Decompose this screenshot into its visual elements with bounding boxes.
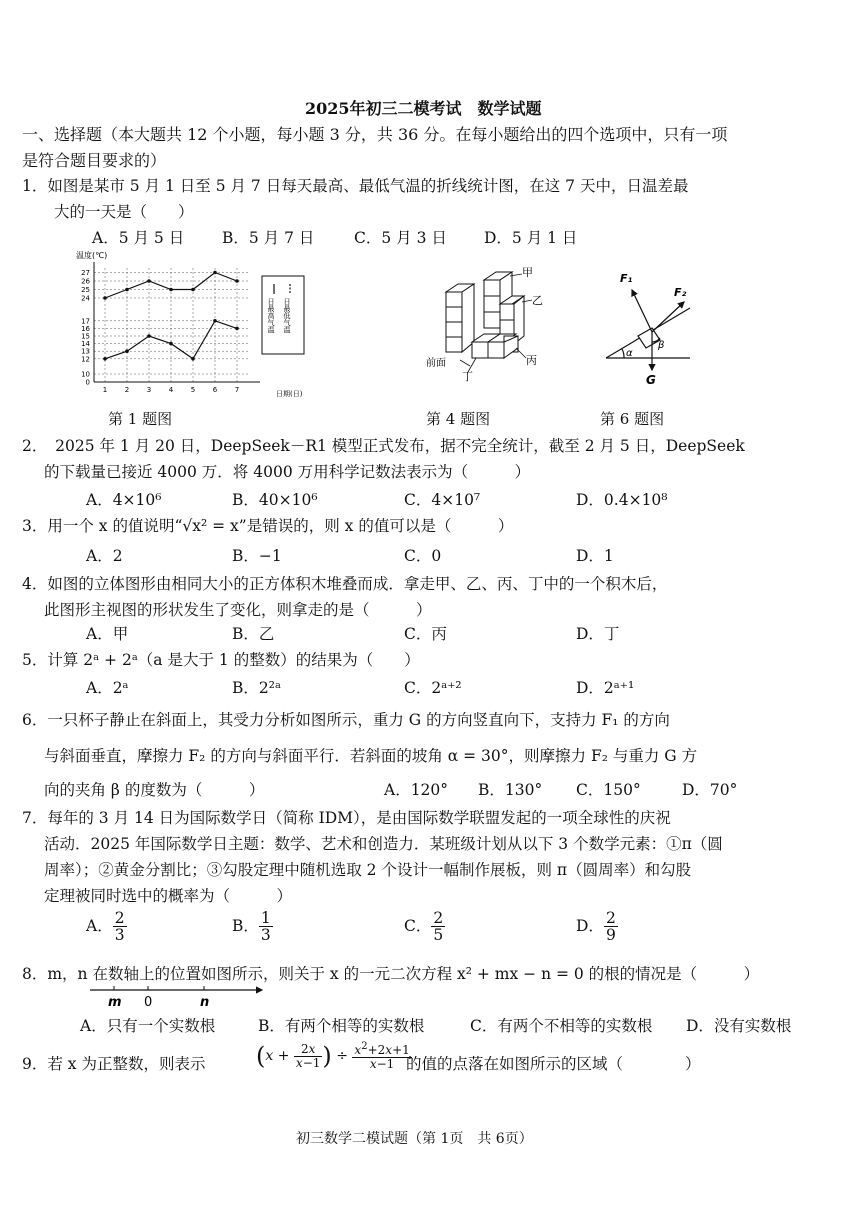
label-bing: 丙	[526, 354, 537, 367]
q4-stem-cont: 此图形主视图的形状发生了变化，则拿走的是（ ）	[44, 601, 432, 619]
x-tick-label: 3	[146, 386, 152, 394]
y-tick-label: 24	[81, 294, 90, 303]
label-beta: β	[658, 340, 665, 351]
y-tick-label: 26	[81, 277, 90, 286]
data-point	[125, 349, 129, 353]
q2-option-d[interactable]: D．0.4×10⁸	[576, 491, 668, 509]
data-point	[213, 319, 217, 323]
y-tick-label: 27	[81, 269, 90, 277]
x-tick-label: 4	[168, 386, 174, 394]
label-ding: 丁	[462, 370, 473, 382]
q6-stem: 6．一只杯子静止在斜面上，其受力分析如图所示，重力 G 的方向竖直向下，支持力 F₁ 的方向	[22, 711, 670, 729]
q7-stem-cont2: 周率）；②黄金分割比；③勾股定理中随机选取 2 个设计一幅制作展板，则 π（圆周率）和勾股	[44, 861, 692, 879]
label-f1: F₁	[620, 272, 633, 285]
q5-stem: 5．计算 2ᵃ + 2ᵃ（a 是大于 1 的整数）的结果为（ ）	[22, 651, 420, 669]
q8-stem: 8．m，n 在数轴上的位置如图所示，则关于 x 的一元二次方程 x² + mx − n = 0 的根的情况是（ ）	[22, 965, 760, 983]
q3-option-d[interactable]: D．1	[576, 547, 614, 565]
x-tick-label: 5	[190, 386, 196, 394]
y-tick-label: 16	[81, 324, 90, 333]
temperature-line-chart	[64, 250, 354, 400]
axis-label-zero: 0	[144, 995, 153, 1010]
q8-option-c[interactable]: C．有两个不相等的实数根	[470, 1017, 653, 1035]
q3-option-a[interactable]: A．2	[86, 547, 123, 565]
q4-option-d[interactable]: D．丁	[576, 625, 620, 643]
data-point	[213, 271, 217, 275]
data-point	[147, 334, 151, 338]
label-jia: 甲	[522, 266, 533, 279]
y-tick-label: 15	[81, 332, 90, 341]
q6-option-d[interactable]: D．70°	[682, 781, 738, 799]
axis-label-n: n	[200, 995, 210, 1010]
q8-option-a[interactable]: A．只有一个实数根	[80, 1017, 216, 1035]
q2-option-c[interactable]: C．4×10⁷	[404, 491, 481, 509]
q2-option-b[interactable]: B．40×10⁶	[232, 491, 318, 509]
data-point	[103, 296, 107, 300]
q7-option-d[interactable]: D． $\frac{2}{9}$	[576, 909, 616, 945]
q8-option-b[interactable]: B．有两个相等的实数根	[258, 1017, 425, 1035]
section-heading-cont: 是符合题目要求的）	[22, 151, 167, 170]
x-tick-label: 6	[212, 386, 218, 394]
q5-option-a[interactable]: A．2ᵃ	[86, 679, 129, 697]
chart-legend	[262, 276, 304, 354]
q4-option-c[interactable]: C．丙	[404, 625, 447, 643]
q1-option-d[interactable]: D．5 月 1 日	[484, 229, 578, 247]
q2-stem-cont: 的下载量已接近 4000 万．将 4000 万用科学记数法表示为（ ）	[44, 463, 531, 481]
data-point	[235, 327, 239, 331]
q7-stem: 7．每年的 3 月 14 日为国际数学日（简称 IDM），是由国际数学联盟发起的一项全球性的庆祝	[22, 809, 671, 827]
y-tick-label: 14	[81, 340, 90, 349]
y-tick-label: 13	[81, 347, 90, 356]
q5-option-d[interactable]: D．2ᵃ⁺¹	[576, 679, 635, 697]
label-alpha: α	[626, 348, 633, 359]
y-tick-label: 17	[81, 317, 90, 326]
data-point	[103, 357, 107, 361]
x-tick-label: 2	[124, 386, 130, 394]
q4-stem: 4．如图的立体图形由相同大小的正方体积木堆叠而成．拿走甲、乙、丙、丁中的一个积木后，	[22, 575, 668, 593]
q7-stem-cont3: 定理被同时选中的概率为（ ）	[44, 887, 293, 905]
incline-force-figure	[598, 262, 708, 388]
q9-stem-suffix: 的值的点落在如图所示的区域（ ）	[406, 1055, 701, 1073]
y-tick-label: 0	[85, 378, 90, 387]
page-title: 2025年初三二模考试 数学试题	[305, 99, 542, 118]
x-tick-label: 1	[102, 386, 108, 394]
label-front: 前面	[426, 358, 446, 369]
x-tick-label: 7	[234, 386, 240, 394]
legend-high: 日最高气温	[267, 298, 275, 333]
q1-stem-cont: 大的一天是（ ）	[54, 203, 194, 221]
y-tick-label: 10	[81, 370, 90, 379]
q6-option-c[interactable]: C．150°	[576, 781, 641, 799]
data-point	[191, 288, 195, 292]
q4-option-b[interactable]: B．乙	[232, 625, 275, 643]
label-g: G	[646, 373, 656, 387]
q3-option-b[interactable]: B．−1	[232, 547, 282, 565]
data-point	[147, 279, 151, 283]
q7-stem-cont: 活动．2025 年国际数学日主题：数学、艺术和创造力．某班级计划从以下 3 个数学元素：①π（圆	[44, 835, 723, 853]
q5-option-c[interactable]: C．2ᵃ⁺²	[404, 679, 462, 697]
page-footer: 初三数学二模试题（第 1页 共 6页）	[296, 1131, 533, 1147]
cube-stack-figure	[418, 262, 558, 382]
q2-option-a[interactable]: A．4×10⁶	[86, 491, 162, 509]
q3-stem: 3．用一个 x 的值说明“√x² = x”是错误的，则 x 的值可以是（ ）	[22, 517, 514, 535]
data-point	[235, 279, 239, 283]
q9-expression: (x + $\frac{2x}{x-1}$ ) ÷ $\frac{x^2+2x+1}{x-1}$	[256, 1041, 410, 1071]
chart-x-label: 日期(日)	[276, 390, 303, 398]
label-f2: F₂	[674, 286, 687, 299]
section-heading: 一、选择题（本大题共 12 个小题，每小题 3 分，共 36 分。在每小题给出的四个选项中，只有一项	[22, 125, 728, 144]
number-line	[86, 982, 276, 1010]
q1-option-c[interactable]: C．5 月 3 日	[354, 229, 447, 247]
data-point	[169, 342, 173, 346]
y-tick-label: 12	[81, 355, 90, 364]
q2-stem: 2． 2025 年 1 月 20 日，DeepSeek－R1 模型正式发布，据不完全统计，截至 2 月 5 日，DeepSeek	[22, 437, 745, 455]
fig4-caption: 第 4 题图	[426, 410, 491, 428]
q3-option-c[interactable]: C．0	[404, 547, 442, 565]
fig1-caption: 第 1 题图	[108, 410, 173, 428]
label-yi: 乙	[532, 294, 543, 307]
q1-option-a[interactable]: A．5 月 5 日	[92, 229, 185, 247]
q9-stem-prefix: 9．若 x 为正整数，则表示	[22, 1055, 206, 1073]
q6-option-b[interactable]: B．130°	[478, 781, 543, 799]
axis-label-m: m	[108, 995, 122, 1010]
q6-stem-cont: 与斜面垂直，摩擦力 F₂ 的方向与斜面平行．若斜面的坡角 α = 30°，则摩擦力 F₂ 与重力 G 方	[44, 747, 698, 765]
chart-y-label: 温度(℃)	[76, 251, 108, 260]
q6-option-a[interactable]: A．120°	[384, 781, 449, 799]
q8-option-d[interactable]: D．没有实数根	[686, 1017, 792, 1035]
data-point	[125, 288, 129, 292]
legend-low: 日最低气温	[283, 298, 291, 333]
q7-option-a[interactable]: A． $\frac{2}{3}$	[86, 909, 125, 945]
q6-stem-cont2: 向的夹角 β 的度数为（ ）	[44, 781, 265, 799]
q1-option-b[interactable]: B．5 月 7 日	[222, 229, 315, 247]
q7-option-c[interactable]: C． $\frac{2}{5}$	[404, 909, 444, 945]
y-tick-label: 25	[81, 286, 90, 294]
data-point	[169, 288, 173, 292]
q7-option-b[interactable]: B． $\frac{1}{3}$	[232, 909, 271, 945]
q4-option-a[interactable]: A．甲	[86, 625, 129, 643]
data-point	[191, 357, 195, 361]
fig6-caption: 第 6 题图	[600, 410, 665, 428]
q1-stem: 1．如图是某市 5 月 1 日至 5 月 7 日每天最高、最低气温的折线统计图，在这 7 天中，日温差最	[22, 177, 689, 195]
q5-option-b[interactable]: B．2²ᵃ	[232, 679, 281, 697]
